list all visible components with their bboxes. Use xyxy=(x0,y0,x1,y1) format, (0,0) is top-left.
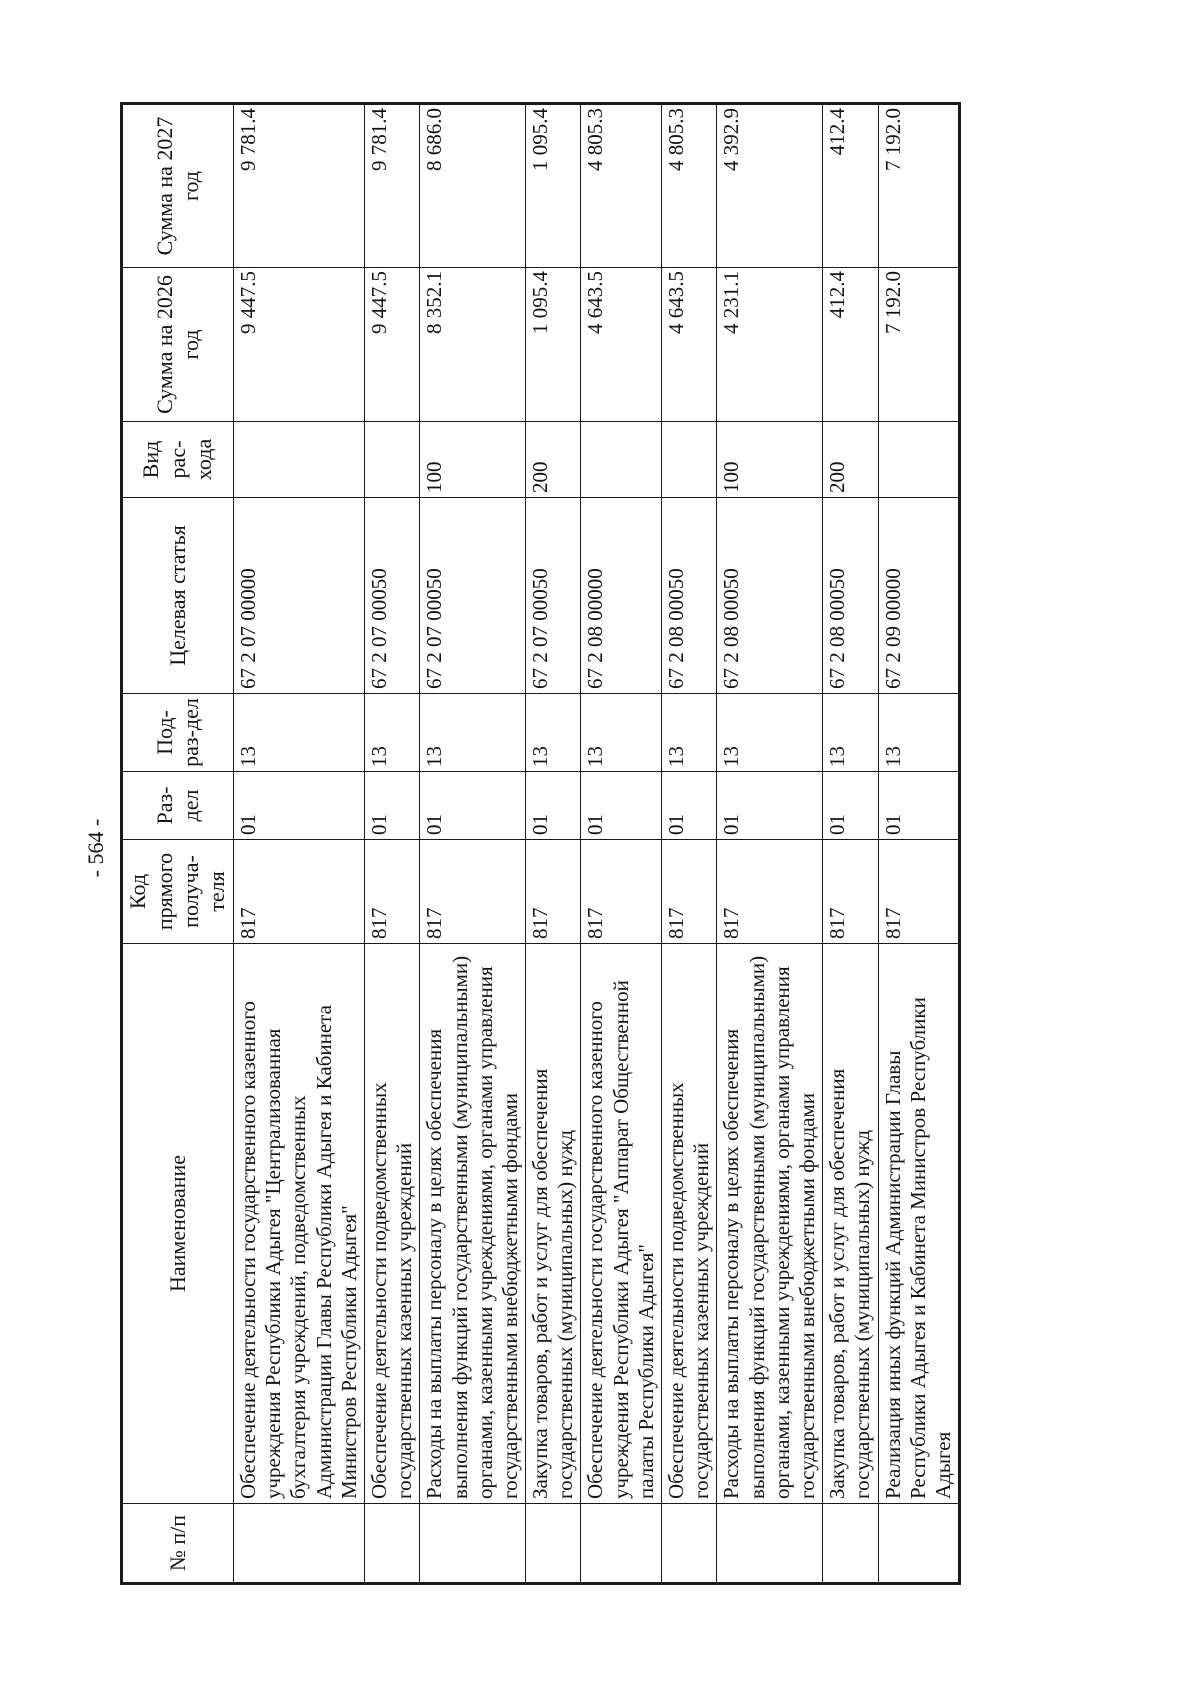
cell-target: 67 2 07 00050 xyxy=(526,498,581,694)
cell-sum-2027: 4 392.9 xyxy=(717,104,823,268)
header-num: № п/п xyxy=(122,1504,234,1584)
header-sum-2027: Сумма на 2027 год xyxy=(122,104,234,268)
cell-vid xyxy=(364,422,419,498)
cell-sum-2026: 7 192.0 xyxy=(878,268,960,422)
header-code: Код прямого получа-теля xyxy=(122,840,234,944)
cell-name: Обеспечение деятельности государственного казенного учреждения Республики Адыгея "Централизованная бухгалтерия учреждений, подведомственных Администрации Главы Республики Адыгея и Кабинета Министров Республики Адыгея" xyxy=(234,944,365,1504)
cell-vid xyxy=(662,422,717,498)
cell-sum-2026: 4 643.5 xyxy=(662,268,717,422)
cell-vid: 200 xyxy=(823,422,878,498)
table-row xyxy=(581,104,662,1584)
cell-podrazdel: 13 xyxy=(420,694,526,772)
cell-podrazdel: 13 xyxy=(823,694,878,772)
cell-razdel: 01 xyxy=(420,772,526,840)
budget-table xyxy=(120,102,961,1585)
cell-razdel: 01 xyxy=(581,772,662,840)
header-vid: Вид рас-хода xyxy=(122,422,234,498)
cell-podrazdel: 13 xyxy=(581,694,662,772)
budget-table-rotated xyxy=(120,105,1064,1585)
cell-vid: 100 xyxy=(420,422,526,498)
cell-code: 817 xyxy=(234,840,365,944)
cell-code: 817 xyxy=(823,840,878,944)
cell-num xyxy=(581,1504,662,1584)
cell-podrazdel: 13 xyxy=(717,694,823,772)
cell-razdel: 01 xyxy=(878,772,960,840)
cell-vid: 200 xyxy=(526,422,581,498)
cell-name: Обеспечение деятельности государственного казенного учреждения Республики Адыгея "Аппарат Общественной палаты Республики Адыгея" xyxy=(581,944,662,1504)
cell-vid xyxy=(878,422,960,498)
cell-num xyxy=(364,1504,419,1584)
cell-code: 817 xyxy=(581,840,662,944)
cell-code: 817 xyxy=(526,840,581,944)
cell-sum-2027: 4 805.3 xyxy=(581,104,662,268)
cell-sum-2027: 9 781.4 xyxy=(364,104,419,268)
cell-sum-2027: 1 095.4 xyxy=(526,104,581,268)
cell-target: 67 2 07 00000 xyxy=(234,498,365,694)
cell-num xyxy=(526,1504,581,1584)
cell-name: Обеспечение деятельности подведомственных государственных казенных учреждений xyxy=(662,944,717,1504)
cell-num xyxy=(878,1504,960,1584)
page-number: - 564 - xyxy=(83,818,108,878)
cell-target: 67 2 08 00050 xyxy=(717,498,823,694)
cell-target: 67 2 08 00050 xyxy=(662,498,717,694)
header-sum-2026: Сумма на 2026 год xyxy=(122,268,234,422)
cell-vid: 100 xyxy=(717,422,823,498)
cell-sum-2027: 9 781.4 xyxy=(234,104,365,268)
header-target: Целевая статья xyxy=(122,498,234,694)
cell-num xyxy=(420,1504,526,1584)
cell-target: 67 2 08 00050 xyxy=(823,498,878,694)
cell-target: 67 2 07 00050 xyxy=(420,498,526,694)
cell-sum-2026: 412.4 xyxy=(823,268,878,422)
cell-sum-2026: 1 095.4 xyxy=(526,268,581,422)
cell-name: Реализация иных функций Администрации Главы Республики Адыгея и Кабинета Министров Республики Адыгея xyxy=(878,944,960,1504)
cell-num xyxy=(234,1504,365,1584)
cell-podrazdel: 13 xyxy=(878,694,960,772)
cell-name: Расходы на выплаты персоналу в целях обеспечения выполнения функций государственными (муниципальными) органами, казенными учреждениями, органами управления государственными внебюджетными фондами xyxy=(420,944,526,1504)
cell-podrazdel: 13 xyxy=(234,694,365,772)
cell-sum-2027: 412.4 xyxy=(823,104,878,268)
cell-sum-2026: 9 447.5 xyxy=(364,268,419,422)
cell-razdel: 01 xyxy=(364,772,419,840)
header-podrazdel: Под-раз-дел xyxy=(122,694,234,772)
cell-sum-2026: 8 352.1 xyxy=(420,268,526,422)
cell-sum-2027: 4 805.3 xyxy=(662,104,717,268)
cell-sum-2027: 8 686.0 xyxy=(420,104,526,268)
cell-sum-2026: 4 231.1 xyxy=(717,268,823,422)
cell-num xyxy=(662,1504,717,1584)
cell-code: 817 xyxy=(662,840,717,944)
cell-name: Закупка товаров, работ и услуг для обеспечения государственных (муниципальных) нужд xyxy=(526,944,581,1504)
cell-podrazdel: 13 xyxy=(364,694,419,772)
cell-target: 67 2 07 00050 xyxy=(364,498,419,694)
cell-code: 817 xyxy=(420,840,526,944)
table-header-row xyxy=(122,104,234,1584)
cell-vid xyxy=(234,422,365,498)
cell-name: Расходы на выплаты персоналу в целях обеспечения выполнения функций государственными (муниципальными) органами, казенными учреждениями, органами управления государственными внебюджетными фондами xyxy=(717,944,823,1504)
cell-vid xyxy=(581,422,662,498)
cell-podrazdel: 13 xyxy=(526,694,581,772)
cell-sum-2026: 4 643.5 xyxy=(581,268,662,422)
cell-target: 67 2 08 00000 xyxy=(581,498,662,694)
header-razdel: Раз-дел xyxy=(122,772,234,840)
cell-code: 817 xyxy=(364,840,419,944)
cell-razdel: 01 xyxy=(526,772,581,840)
table-row xyxy=(823,104,878,1584)
cell-code: 817 xyxy=(717,840,823,944)
table-row xyxy=(526,104,581,1584)
cell-razdel: 01 xyxy=(662,772,717,840)
table-row xyxy=(717,104,823,1584)
cell-podrazdel: 13 xyxy=(662,694,717,772)
table-row xyxy=(420,104,526,1584)
cell-code: 817 xyxy=(878,840,960,944)
table-row xyxy=(662,104,717,1584)
cell-num xyxy=(717,1504,823,1584)
table-row xyxy=(234,104,365,1584)
cell-razdel: 01 xyxy=(234,772,365,840)
cell-razdel: 01 xyxy=(717,772,823,840)
header-name: Наименование xyxy=(122,944,234,1504)
cell-name: Обеспечение деятельности подведомственных государственных казенных учреждений xyxy=(364,944,419,1504)
cell-target: 67 2 09 00000 xyxy=(878,498,960,694)
cell-sum-2026: 9 447.5 xyxy=(234,268,365,422)
table-row xyxy=(878,104,960,1584)
table-row xyxy=(364,104,419,1584)
cell-razdel: 01 xyxy=(823,772,878,840)
cell-num xyxy=(823,1504,878,1584)
cell-name: Закупка товаров, работ и услуг для обеспечения государственных (муниципальных) нужд xyxy=(823,944,878,1504)
cell-sum-2027: 7 192.0 xyxy=(878,104,960,268)
